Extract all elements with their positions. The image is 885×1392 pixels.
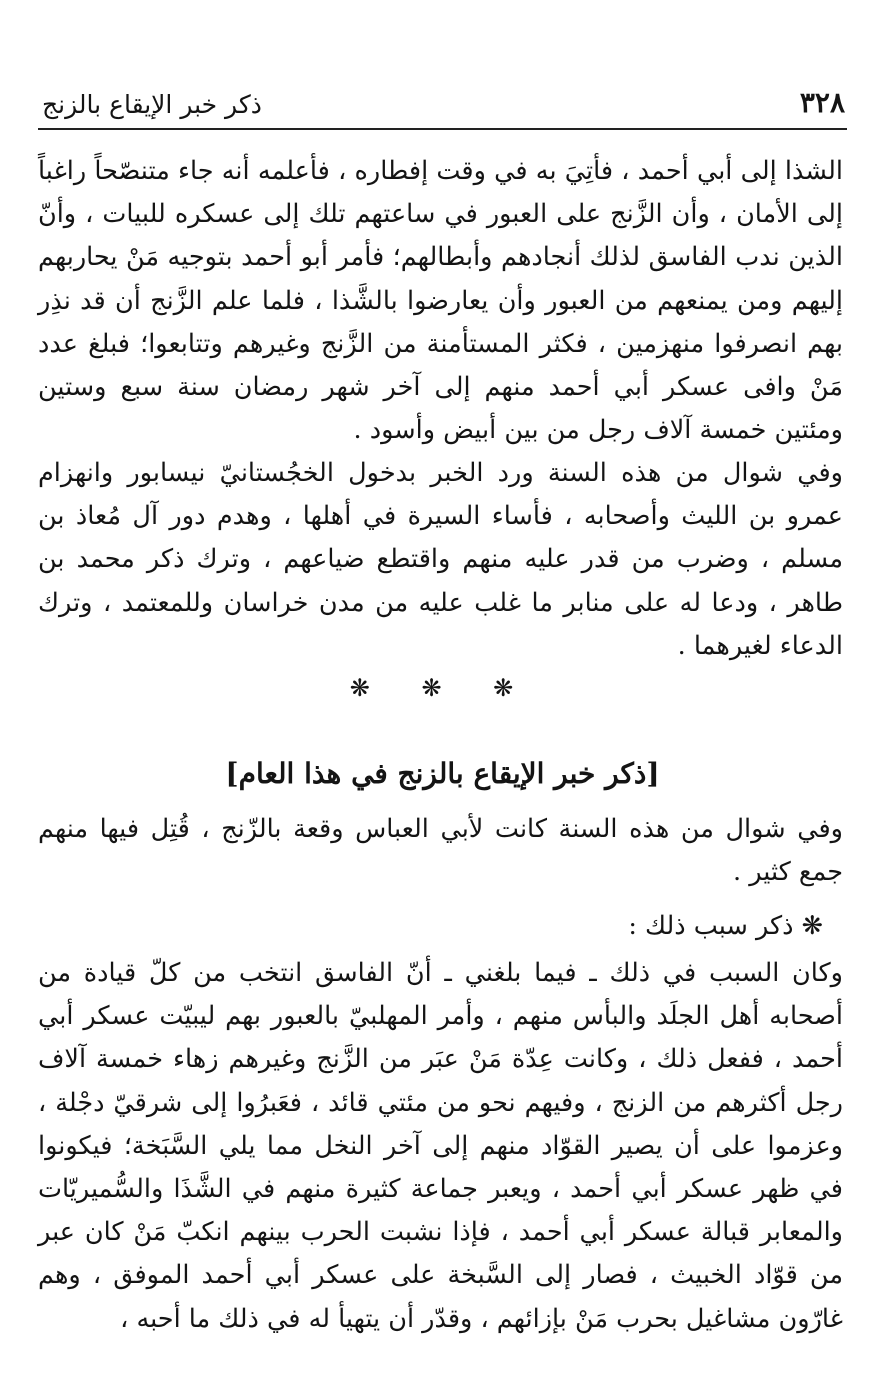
subheading: ❋ ذكر سبب ذلك : [628, 911, 823, 941]
section-title: [ذكر خبر الإيقاع بالزنج في هذا العام] [225, 757, 660, 790]
section-separator: ❋ ❋ ❋ [349, 674, 536, 702]
paragraph: الشذا إلى أبي أحمد ، فأتِيَ به في وقت إفطاره ، فأعلمه أنه جاء متنصّحاً راغباً إلى الأمان ، وأن الزَّنج على العبور في ساعتهم تلك إلى عسكره للبيات ، وأنّ الذين ندب الفاسق لذلك أنجادهم وأبطالهم؛ فأمر أبو أحمد بتوجيه مَنْ يحاربهم إليهم ومن يمنعهم من العبور وأن يعارضوا بالشَّذا ، فلما علم الزَّنج أن قد نذِر بهم انصرفوا منهزمين ، فكثر المستأمنة من الزَّنج وغيرهم وتتابعوا؛ فبلغ عدد مَنْ وافى عسكر أبي أحمد منهم إلى آخر شهر رمضان سنة سبع وستين ومئتين خمسة آلاف رجل من بين أبيض وأسود . [38, 156, 843, 446]
running-title: ذكر خبر الإيقاع بالزنج [42, 90, 262, 119]
page-number: ٣٢٨ [799, 86, 845, 119]
page-header [38, 82, 847, 130]
paragraph: وكان السبب في ذلك ـ فيما بلغني ـ أنّ الفاسق انتخب من كلّ قيادة من أصحابه أهل الجلَد والبأس منهم ، وأمر المهلبيّ بالعبور بهم ليبيّت عسكر أبي أحمد ، ففعل ذلك ، وكانت عِدّة مَنْ عبَر من الزَّنج وغيرهم زهاء خمسة آلاف رجل أكثرهم من الزنج ، وفيهم نحو من مئتي قائد ، فعَبرُوا إلى شرقيّ دجْلة ، وعزموا على أن يصير القوّاد منهم إلى آخر النخل مما يلي السَّبَخة؛ فيكونوا في ظهر عسكر أبي أحمد ، ويعبر جماعة كثيرة منهم في الشَّذَا والسُّميريّات والمعابر قبالة عسكر أبي أحمد ، فإذا نشبت الحرب بينهم انكبّ مَنْ كان عبر من قوّاد الخبيث ، فصار إلى السَّبخة على عسكر أبي أحمد الموفق ، وهم غارّون مشاغيل بحرب مَنْ بإزائهم ، وقدّر أن يتهيأ له في ذلك ما أحبه ، [38, 958, 843, 1334]
paragraph: وفي شوال من هذه السنة ورد الخبر بدخول الخجُستانيّ نيسابور وانهزام عمرو بن الليث وأصحابه ، فأساء السيرة في أهلها ، وهدم دور آل مُعاذ بن مسلم ، وضرب من قدر عليه منهم واقتطع ضياعهم ، وترك ذكر محمد بن طاهر ، ودعا له على منابر ما غلب عليه من مدن خراسان وللمعتمد ، وترك الدعاء لغيرهما . [38, 458, 843, 661]
paragraph: وفي شوال من هذه السنة كانت لأبي العباس وقعة بالزّنج ، قُتِل فيها منهم جمع كثير . [38, 814, 843, 888]
